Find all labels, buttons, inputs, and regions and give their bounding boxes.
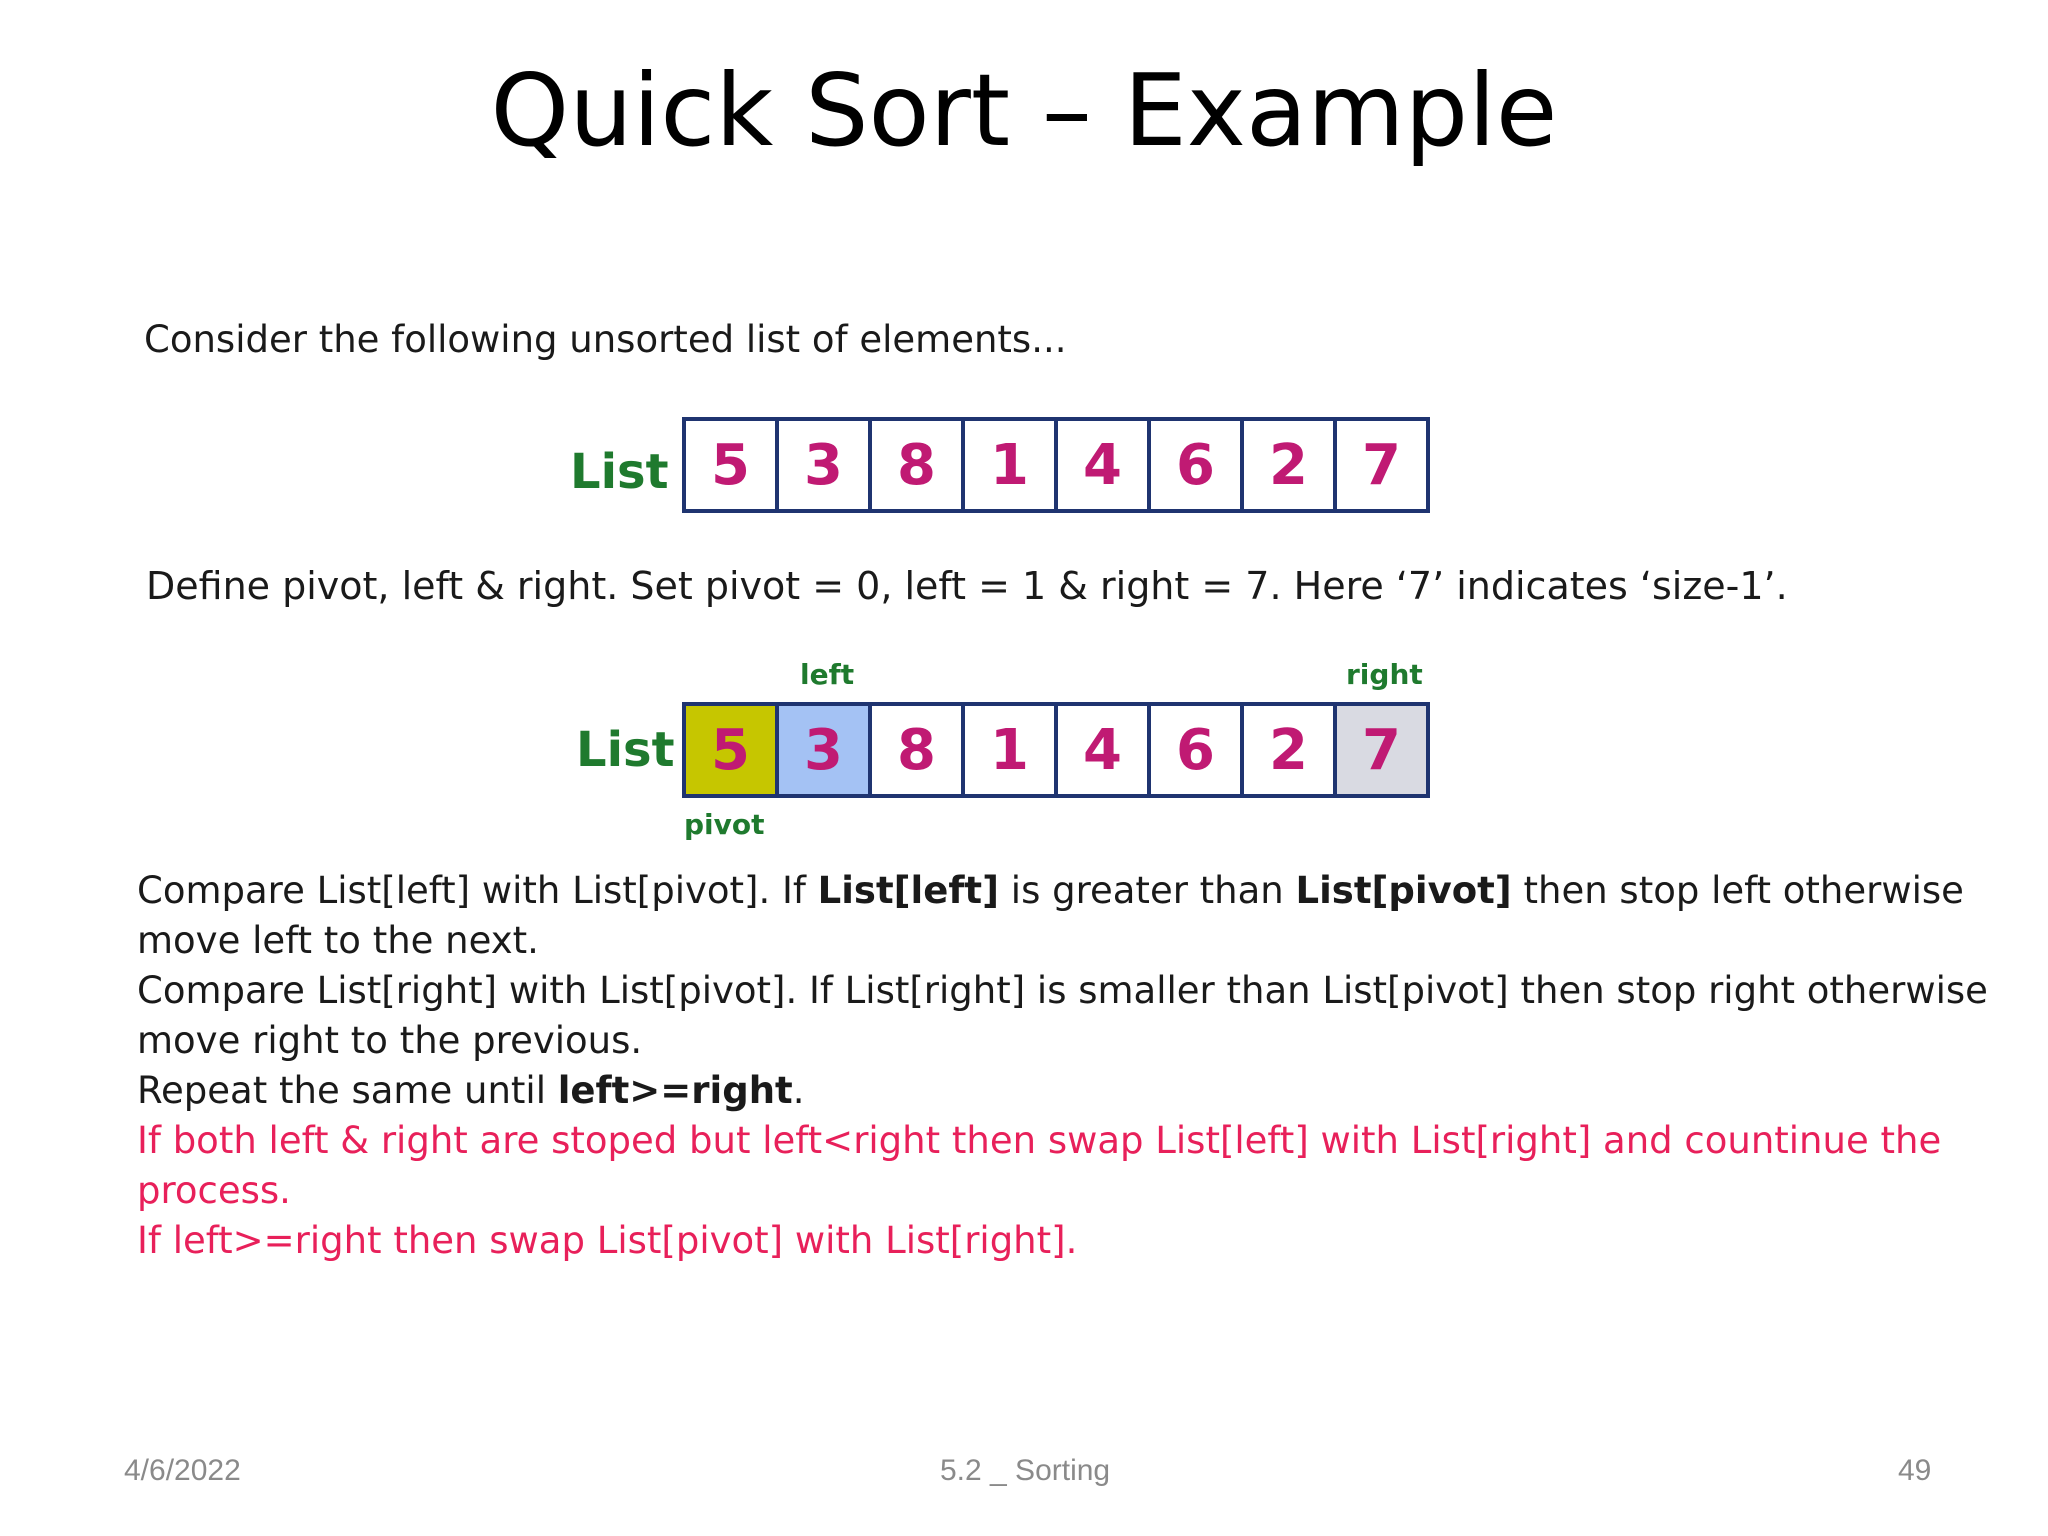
define-text: Define pivot, left & right. Set pivot = 0, left = 1 & right = 7. Here ‘7’ indicates ‘size-1’.: [146, 564, 1788, 608]
list-cell: 3: [775, 421, 868, 509]
list-cell: 4: [1054, 706, 1147, 794]
step-swap: If both left & right are stoped but left<right then swap List[left] with List[right] and countinue the process.: [137, 1119, 1942, 1212]
intro-text: Consider the following unsorted list of elements...: [144, 318, 1067, 361]
step-compare-left: Compare List[left] with List[pivot]. If List[left] is greater than List[pivot] then stop left otherwise move left to the next.: [137, 869, 1964, 962]
list-cell: 4: [1054, 421, 1147, 509]
unsorted-list: [682, 417, 1430, 513]
step-compare-right: Compare List[right] with List[pivot]. If List[right] is smaller than List[pivot] then stop right otherwise move right to the previous.: [137, 969, 1988, 1062]
pivot-marker-label: pivot: [684, 808, 765, 841]
footer-date: 4/6/2022: [124, 1454, 241, 1487]
list-cell: 6: [1147, 421, 1240, 509]
right-cell: 7: [1333, 706, 1426, 794]
list-cell: 5: [686, 421, 775, 509]
pivot-cell: 5: [686, 706, 775, 794]
page-number: 49: [1898, 1454, 1932, 1487]
right-marker-label: right: [1346, 658, 1423, 691]
list-cell: 8: [868, 706, 961, 794]
left-marker-label: left: [800, 658, 855, 691]
list-cell: 7: [1333, 421, 1426, 509]
list-label: List: [570, 444, 669, 500]
step-repeat: Repeat the same until left>=right.: [137, 1069, 805, 1112]
list-cell: 2: [1240, 421, 1333, 509]
list-cell: 2: [1240, 706, 1333, 794]
footer-section: 5.2 _ Sorting: [940, 1454, 1111, 1487]
slide-title: Quick Sort – Example: [490, 52, 1558, 169]
list-cell: 8: [868, 421, 961, 509]
step-swap-pivot: If left>=right then swap List[pivot] with List[right].: [137, 1219, 1078, 1262]
list-cell: 6: [1147, 706, 1240, 794]
list-cell: 1: [961, 421, 1054, 509]
list-label: List: [576, 722, 675, 778]
steps-text: [137, 866, 1997, 1266]
list-cell: 1: [961, 706, 1054, 794]
left-cell: 3: [775, 706, 868, 794]
pointer-list: [682, 702, 1430, 798]
